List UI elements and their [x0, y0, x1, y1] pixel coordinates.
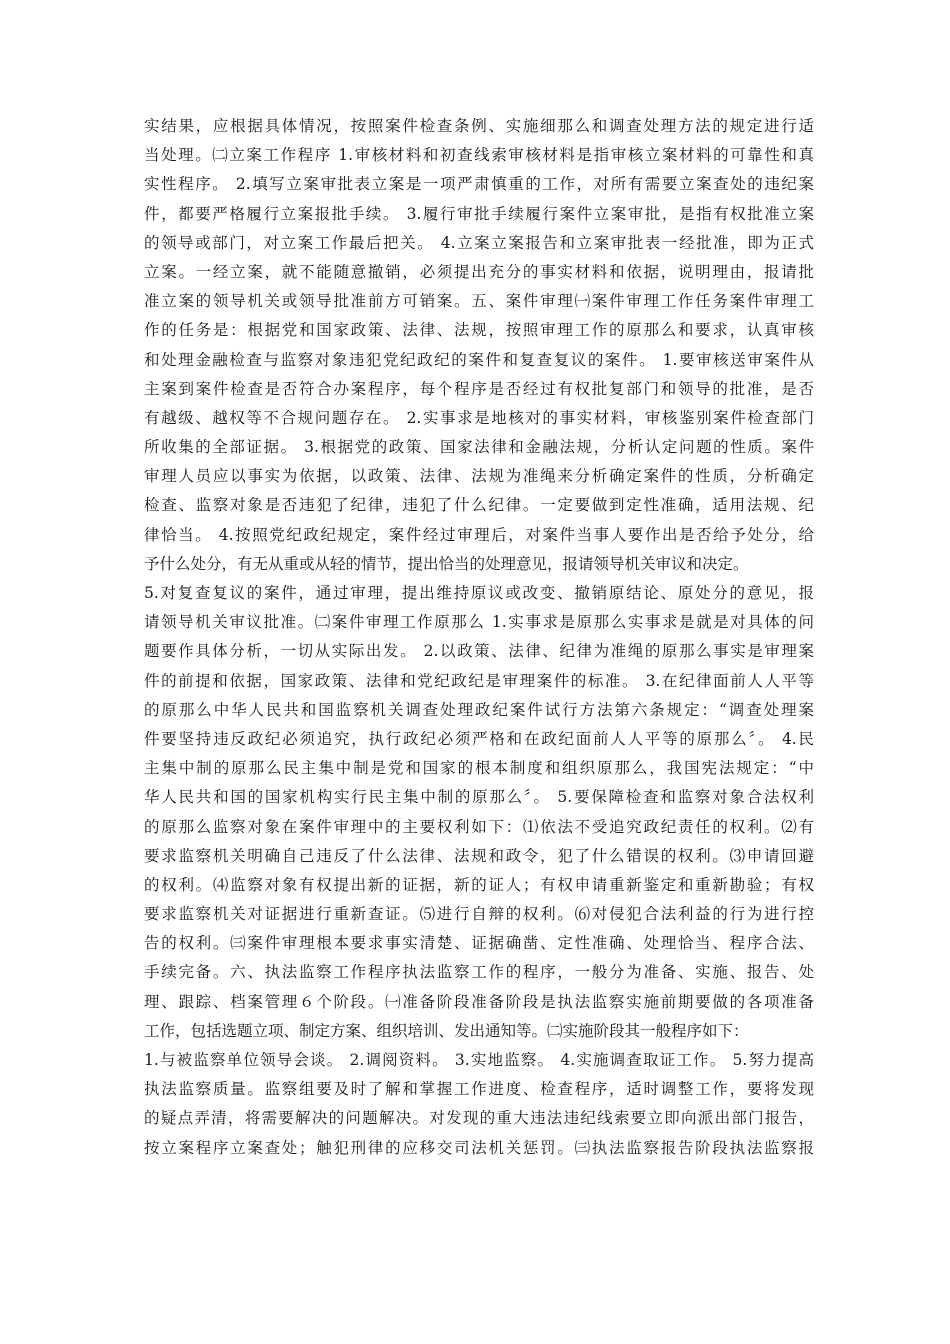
text-line-1: 实结果，应根据具体情况，按照案件检查条例、实施细那么和调查处理方法的规定进行适 [144, 117, 814, 135]
text-line-26: 要求监察机关明确自己违反了什么法律、法规和政令，犯了什么错误的权利。⑶申请回避 [144, 846, 814, 865]
text-line-30: 手续完备。六、执法监察工作程序执法监察工作的程序，一般分为准备、实施、报告、处 [144, 963, 814, 982]
text-line-3: 实性程序。 2.填写立案审批表立案是一项严肃慎重的工作，对所有需要立案查处的违纪案 [144, 175, 814, 194]
text-line-28: 要求监察机关对证据进行重新查证。⑸进行自辩的权利。⑹对侵犯合法利益的行为进行控 [144, 905, 814, 924]
text-line-22: 件要坚持违反政纪必须追究，执行政纪必须严格和在政纪面前人人平等的原那么〞。 4.民 [144, 729, 814, 748]
text-line-27: 的权利。⑷监察对象有权提出新的证据，新的证人；有权申请重新鉴定和重新勘验；有权 [144, 875, 814, 894]
text-line-20: 件的前提和依据，国家政策、法律和党纪政纪是审理案件的标准。 3.在纪律面前人人平等 [144, 671, 814, 690]
text-line-36: 按立案程序立案查处；触犯刑律的应移交司法机关惩罚。㈢执法监察报告阶段执法监察报 [144, 1138, 814, 1157]
text-line-15: 律恰当。 4.按照党纪政纪规定，案件经过审理后，对案件当事人要作出是否给予处分，给 [144, 525, 814, 544]
text-line-4: 件，都要严格履行立案报批手续。 3.履行审批手续履行案件立案审批，是指有权批准立案 [144, 204, 814, 223]
text-line-34: 执法监察质量。监察组要及时了解和掌握工作进度、检查程序，适时调整工作，要将发现 [144, 1080, 814, 1099]
text-line-19: 题要作具体分析，一切从实际出发。 2.以政策、法律、纪律为准绳的原那么事实是审理案 [144, 642, 814, 661]
text-line-10: 主案到案件检查是否符合办案程序，每个程序是否经过有权批复部门和领导的批准，是否 [144, 379, 814, 398]
text-line-11: 有越级、越权等不合规问题存在。 2.实事求是地核对的事实材料，审核鉴别案件检查部门 [144, 408, 814, 427]
body-text [144, 112, 814, 1163]
text-line-31: 理、跟踪、档案管理６个阶段。㈠准备阶段准备阶段是执法监察实施前期要做的各项准备 [144, 992, 814, 1011]
text-line-9: 和处理金融检查与监察对象违犯党纪政纪的案件和复查复议的案件。 1.要审核送审案件从 [144, 350, 814, 369]
text-line-2: 当处理。㈡立案工作程序 1.审核材料和初查线索审核材料是指审核立案材料的可靠性和真 [144, 146, 814, 165]
text-line-12: 所收集的全部证据。 3.根据党的政策、国家法律和金融法规，分析认定问题的性质。案件 [144, 438, 814, 457]
text-line-25: 的原那么监察对象在案件审理中的主要权利如下：⑴依法不受追究政纪责任的权利。⑵有 [144, 817, 814, 836]
text-line-35: 的疑点弄清，将需要解决的问题解决。对发现的重大违法违纪线索要立即向派出部门报告， [144, 1109, 814, 1128]
text-line-21: 的原那么中华人民共和国监察机关调查处理政纪案件试行方法第六条规定：“调查处理案 [144, 700, 814, 719]
text-line-7: 准立案的领导机关或领导批准前方可销案。五、案件审理㈠案件审理工作任务案件审理工 [144, 292, 814, 311]
text-line-17: 5.对复查复议的案件，通过审理，提出维持原议或改变、撤销原结论、原处分的意见，报 [144, 584, 814, 602]
text-line-14: 检查、监察对象是否违犯了纪律，违犯了什么纪律。一定要做到定性准确，适用法规、纪 [144, 496, 814, 515]
text-line-13: 审理人员应以事实为依据，以政策、法律、法规为准绳来分析确定案件的性质，分析确定 [144, 467, 814, 486]
text-line-18: 请领导机关审议批准。㈡案件审理工作原那么 1.实事求是原那么实事求是就是对具体的问 [144, 613, 814, 632]
text-line-33: 1.与被监察单位领导会谈。 2.调阅资料。 3.实地监察。 4.实施调查取证工作。 5.努力提高 [144, 1051, 814, 1069]
text-line-32: 工作，包括选题立项、制定方案、组织培训、发出通知等。㈡实施阶段其一般程序如下： [144, 1021, 749, 1040]
text-line-5: 的领导或部门，对立案工作最后把关。 4.立案立案报告和立案审批表一经批准，即为正式 [144, 233, 814, 252]
text-line-16: 予什么处分，有无从重或从轻的情节，提出恰当的处理意见，报请领导机关审议和决定。 [144, 554, 749, 573]
text-line-6: 立案。一经立案，就不能随意撤销，必须提出充分的事实材料和依据，说明理由，报请批 [144, 262, 814, 281]
text-line-8: 作的任务是：根据党和国家政策、法律、法规，按照审理工作的原那么和要求，认真审核 [144, 321, 814, 340]
text-line-23: 主集中制的原那么民主集中制是党和国家的根本制度和组织原那么，我国宪法规定：“中 [144, 759, 814, 778]
text-line-24: 华人民共和国的国家机构实行民主集中制的原那么〞。 5.要保障检查和监察对象合法权利 [144, 788, 814, 807]
text-line-29: 告的权利。㈢案件审理根本要求事实清楚、证据确凿、定性准确、处理恰当、程序合法、 [144, 934, 814, 953]
